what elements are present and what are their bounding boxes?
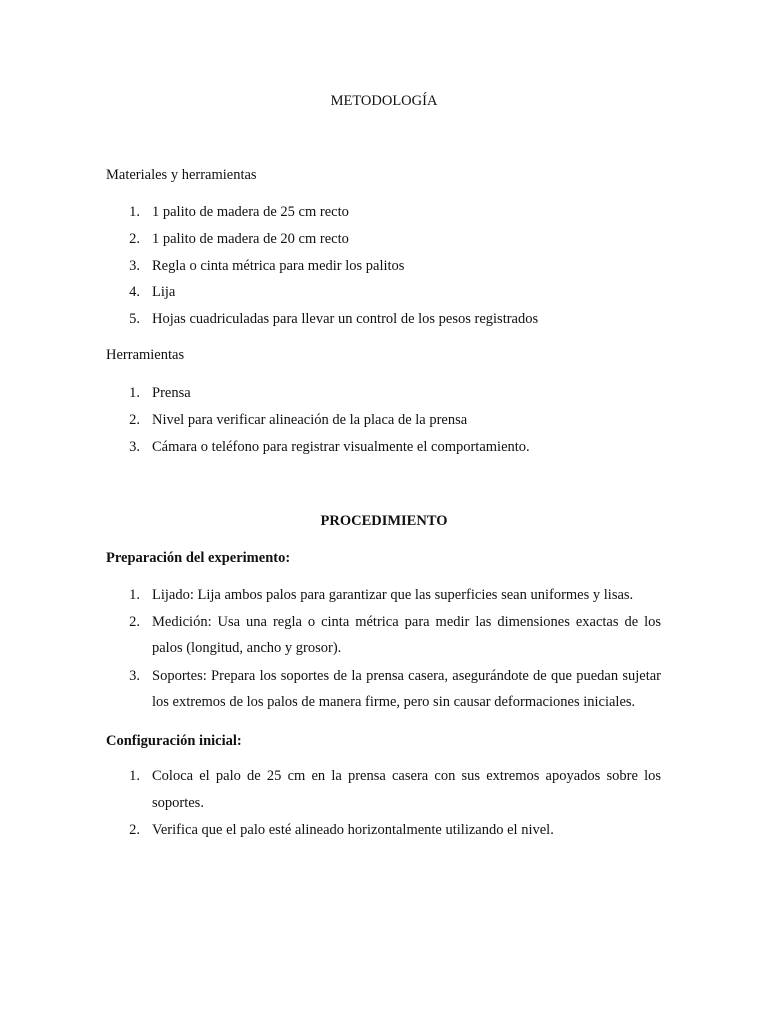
list-number: 2. xyxy=(129,822,140,838)
list-item: 1 palito de madera de 25 cm recto xyxy=(152,204,349,220)
list-number: 1. xyxy=(129,768,140,784)
list-item: Coloca el palo de 25 cm en la prensa casera con sus extremos apoyados sobre los xyxy=(152,768,661,784)
list-number: 1. xyxy=(129,385,140,401)
procedure-title: PROCEDIMIENTO xyxy=(320,513,448,529)
list-item: Cámara o teléfono para registrar visualmente el comportamiento. xyxy=(152,439,530,455)
list-number: 2. xyxy=(129,412,140,428)
list-number: 3. xyxy=(129,439,140,455)
list-item-continuation: soportes. xyxy=(152,795,204,811)
list-number: 5. xyxy=(129,311,140,327)
materials-heading: Materiales y herramientas xyxy=(106,167,257,183)
list-item: Hojas cuadriculadas para llevar un control de los pesos registrados xyxy=(152,311,539,327)
tools-heading: Herramientas xyxy=(106,347,185,363)
list-item: Lijado: Lija ambos palos para garantizar que las superficies sean uniformes y lisas. xyxy=(152,587,634,603)
list-number: 2. xyxy=(129,231,140,247)
list-item: Verifica que el palo esté alineado horizontalmente utilizando el nivel. xyxy=(152,822,554,838)
list-item: 1 palito de madera de 20 cm recto xyxy=(152,231,349,247)
list-item: Medición: Usa una regla o cinta métrica para medir las dimensiones exactas de los xyxy=(152,614,661,630)
list-number: 1. xyxy=(129,587,140,603)
list-item-continuation: los extremos de los palos de manera firme, pero sin causar deformaciones iniciales. xyxy=(152,694,636,710)
list-item: Nivel para verificar alineación de la placa de la prensa xyxy=(152,412,468,428)
list-item: Soportes: Prepara los soportes de la prensa casera, asegurándote de que puedan sujetar xyxy=(152,668,661,684)
page-title: METODOLOGÍA xyxy=(330,93,438,109)
list-item: Prensa xyxy=(152,385,191,401)
list-number: 4. xyxy=(129,284,140,300)
list-item: Regla o cinta métrica para medir los palitos xyxy=(152,258,405,274)
setup-heading: Configuración inicial: xyxy=(106,733,242,749)
list-item-continuation: palos (longitud, ancho y grosor). xyxy=(152,640,342,656)
list-number: 3. xyxy=(129,668,140,684)
list-item: Lija xyxy=(152,284,176,300)
list-number: 1. xyxy=(129,204,140,220)
list-number: 3. xyxy=(129,258,140,274)
preparation-heading: Preparación del experimento: xyxy=(106,550,291,566)
list-number: 2. xyxy=(129,614,140,630)
